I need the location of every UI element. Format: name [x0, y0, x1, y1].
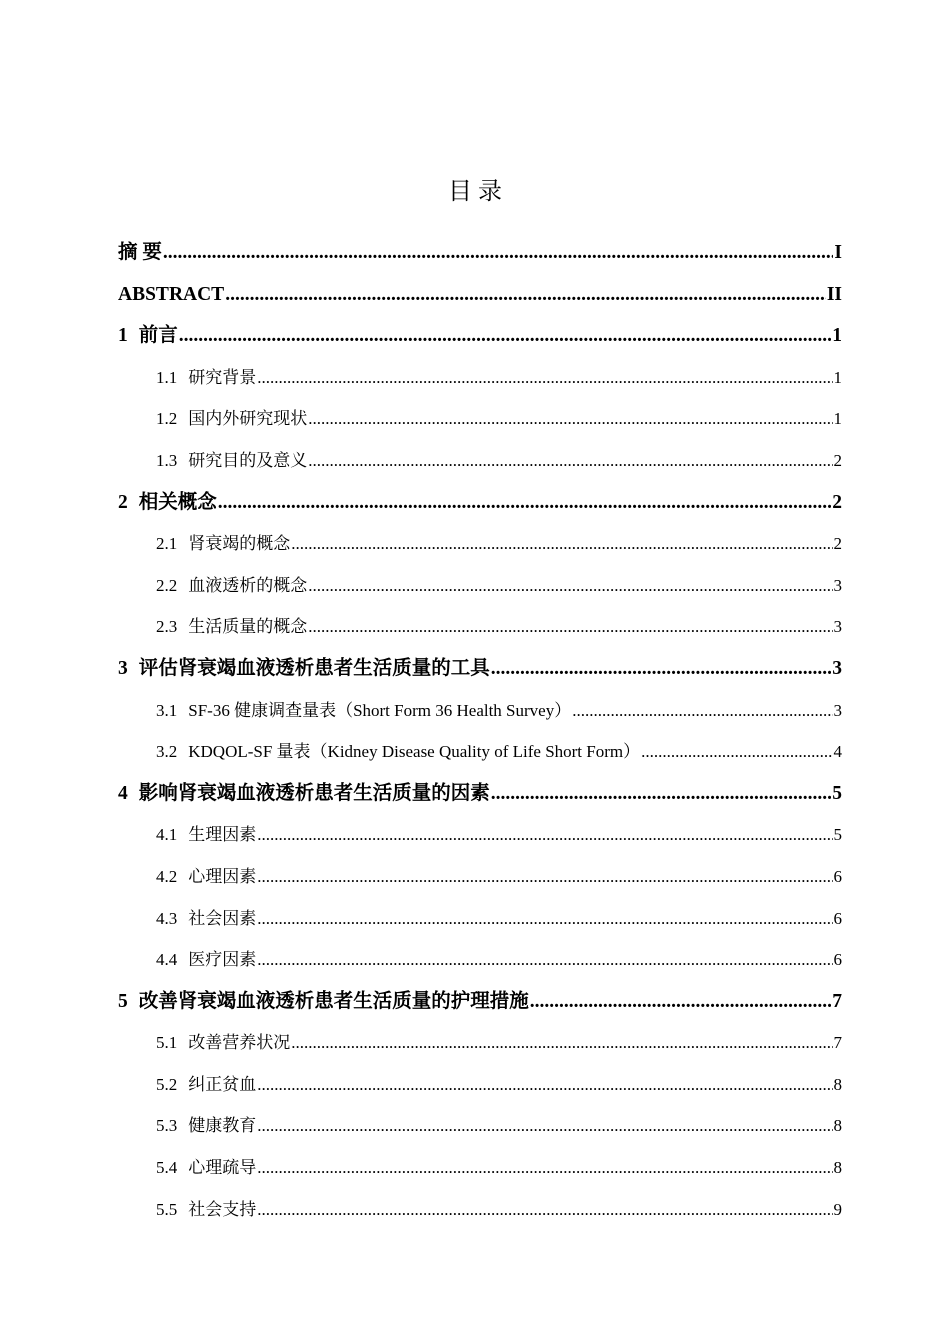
- toc-dot-leader: [257, 357, 832, 399]
- toc-entry[interactable]: [118, 898, 842, 940]
- toc-entry-number: 3.1: [156, 700, 178, 720]
- toc-dot-leader: [163, 232, 834, 274]
- toc-entry[interactable]: [118, 648, 842, 690]
- toc-entry-page: 2: [833, 534, 842, 554]
- toc-entry-title: 生理因素: [188, 825, 257, 845]
- toc-dot-leader: [225, 274, 826, 316]
- toc-entry-title: 社会支持: [188, 1199, 257, 1219]
- toc-entry[interactable]: [118, 315, 842, 357]
- toc-entry-page: II: [826, 283, 842, 305]
- toc-entry-title: 国内外研究现状: [188, 409, 308, 429]
- toc-list: [118, 232, 842, 1230]
- toc-entry-page: 1: [833, 409, 842, 429]
- toc-entry-title: 摘 要: [118, 242, 162, 263]
- toc-entry[interactable]: [118, 981, 842, 1023]
- toc-entry[interactable]: [118, 1105, 842, 1147]
- toc-dot-leader: [530, 981, 831, 1023]
- toc-entry-title: 社会因素: [188, 908, 257, 928]
- toc-entry-number: 1.1: [156, 367, 178, 387]
- toc-entry-title: 影响肾衰竭血液透析患者生活质量的因素: [138, 782, 490, 804]
- toc-dot-leader: [308, 606, 832, 648]
- toc-entry-title: 肾衰竭的概念: [188, 534, 291, 554]
- toc-entry-number: 4.3: [156, 908, 178, 928]
- toc-entry-page: 2: [833, 450, 842, 470]
- toc-dot-leader: [257, 856, 832, 898]
- toc-entry-title: ABSTRACT: [118, 283, 225, 305]
- toc-entry[interactable]: [118, 1189, 842, 1231]
- toc-entry-page: 8: [833, 1074, 842, 1094]
- toc-entry-number: 1.2: [156, 409, 178, 429]
- toc-entry[interactable]: [118, 565, 842, 607]
- toc-dot-leader: [491, 773, 831, 815]
- toc-entry-page: 3: [833, 575, 842, 595]
- toc-entry-page: 3: [832, 657, 842, 679]
- toc-entry[interactable]: [118, 731, 842, 773]
- toc-entry-page: 8: [833, 1158, 842, 1178]
- toc-entry-title: 生活质量的概念: [188, 617, 308, 637]
- toc-entry[interactable]: [118, 440, 842, 482]
- toc-entry-page: 4: [833, 742, 842, 762]
- toc-entry[interactable]: [118, 357, 842, 399]
- toc-entry[interactable]: [118, 856, 842, 898]
- toc-entry-page: 3: [833, 700, 842, 720]
- toc-dot-leader: [291, 523, 832, 565]
- toc-dot-leader: [257, 1105, 832, 1147]
- toc-entry-title: 研究背景: [188, 367, 257, 387]
- toc-entry-page: I: [834, 242, 842, 263]
- toc-entry-page: 6: [833, 950, 842, 970]
- toc-entry-page: 9: [833, 1199, 842, 1219]
- toc-dot-leader: [641, 731, 832, 773]
- toc-entry-page: 6: [833, 908, 842, 928]
- toc-entry-page: 8: [833, 1116, 842, 1136]
- toc-entry-title: 纠正贫血: [188, 1074, 257, 1094]
- toc-entry-number: 2.1: [156, 534, 178, 554]
- toc-entry-page: 7: [833, 1033, 842, 1053]
- toc-dot-leader: [257, 1147, 832, 1189]
- toc-entry[interactable]: [118, 274, 842, 316]
- toc-entry-page: 3: [833, 617, 842, 637]
- toc-entry-number: 5.1: [156, 1033, 178, 1053]
- toc-entry-number: 5.2: [156, 1074, 178, 1094]
- toc-entry[interactable]: [118, 939, 842, 981]
- toc-entry-page: 5: [832, 782, 842, 804]
- toc-dot-leader: [257, 939, 832, 981]
- toc-entry-number: 3: [118, 657, 128, 679]
- toc-entry-number: 4: [118, 782, 128, 804]
- toc-entry-title: 医疗因素: [188, 950, 257, 970]
- toc-entry-page: 1: [832, 325, 842, 347]
- toc-entry-title: 心理因素: [188, 866, 257, 886]
- toc-entry-page: 7: [832, 990, 842, 1012]
- toc-entry[interactable]: [118, 482, 842, 524]
- toc-entry-page: 5: [833, 825, 842, 845]
- toc-entry[interactable]: [118, 523, 842, 565]
- toc-dot-leader: [308, 565, 832, 607]
- toc-entry-title: SF-36 健康调查量表（Short Form 36 Health Survey）: [188, 700, 572, 720]
- toc-entry-number: 5.3: [156, 1116, 178, 1136]
- toc-entry-number: 1.3: [156, 450, 178, 470]
- toc-dot-leader: [257, 898, 832, 940]
- toc-dot-leader: [257, 1064, 832, 1106]
- toc-entry-title: 血液透析的概念: [188, 575, 308, 595]
- toc-dot-leader: [218, 482, 831, 524]
- toc-entry-number: 4.1: [156, 825, 178, 845]
- toc-entry-number: 1: [118, 325, 128, 347]
- toc-dot-leader: [179, 315, 831, 357]
- toc-dot-leader: [308, 440, 832, 482]
- toc-entry-page: 6: [833, 866, 842, 886]
- toc-entry[interactable]: [118, 690, 842, 732]
- toc-entry-title: 健康教育: [188, 1116, 257, 1136]
- toc-entry-title: 相关概念: [138, 491, 217, 513]
- toc-entry-title: 研究目的及意义: [188, 450, 308, 470]
- toc-entry[interactable]: [118, 232, 842, 274]
- toc-entry-number: 5: [118, 990, 128, 1012]
- toc-entry-number: 4.2: [156, 866, 178, 886]
- toc-entry-number: 5.5: [156, 1199, 178, 1219]
- toc-entry-number: 2.2: [156, 575, 178, 595]
- toc-entry-number: 2.3: [156, 617, 178, 637]
- toc-entry[interactable]: [118, 1064, 842, 1106]
- toc-entry-number: 3.2: [156, 742, 178, 762]
- toc-entry[interactable]: [118, 1147, 842, 1189]
- toc-dot-leader: [572, 690, 832, 732]
- toc-entry[interactable]: [118, 606, 842, 648]
- toc-entry-number: 4.4: [156, 950, 178, 970]
- toc-dot-leader: [257, 814, 832, 856]
- toc-entry-title: 改善肾衰竭血液透析患者生活质量的护理措施: [138, 990, 529, 1012]
- toc-entry-title: KDQOL-SF 量表（Kidney Disease Quality of Life Short Form）: [188, 742, 641, 762]
- toc-entry-page: 2: [832, 491, 842, 513]
- toc-entry-title: 心理疏导: [188, 1158, 257, 1178]
- toc-entry[interactable]: [118, 814, 842, 856]
- toc-entry-title: 评估肾衰竭血液透析患者生活质量的工具: [138, 657, 490, 679]
- toc-dot-leader: [257, 1189, 832, 1231]
- toc-entry-title: 前言: [138, 325, 178, 347]
- toc-title: 目 录: [448, 179, 502, 205]
- toc-entry-number: 2: [118, 491, 128, 513]
- toc-entry[interactable]: [118, 1022, 842, 1064]
- toc-dot-leader: [491, 648, 831, 690]
- toc-entry-title: 改善营养状况: [188, 1033, 291, 1053]
- toc-dot-leader: [291, 1022, 832, 1064]
- toc-dot-leader: [308, 398, 832, 440]
- toc-entry-page: 1: [833, 367, 842, 387]
- toc-entry[interactable]: [118, 398, 842, 440]
- toc-entry-number: 5.4: [156, 1158, 178, 1178]
- toc-entry[interactable]: [118, 773, 842, 815]
